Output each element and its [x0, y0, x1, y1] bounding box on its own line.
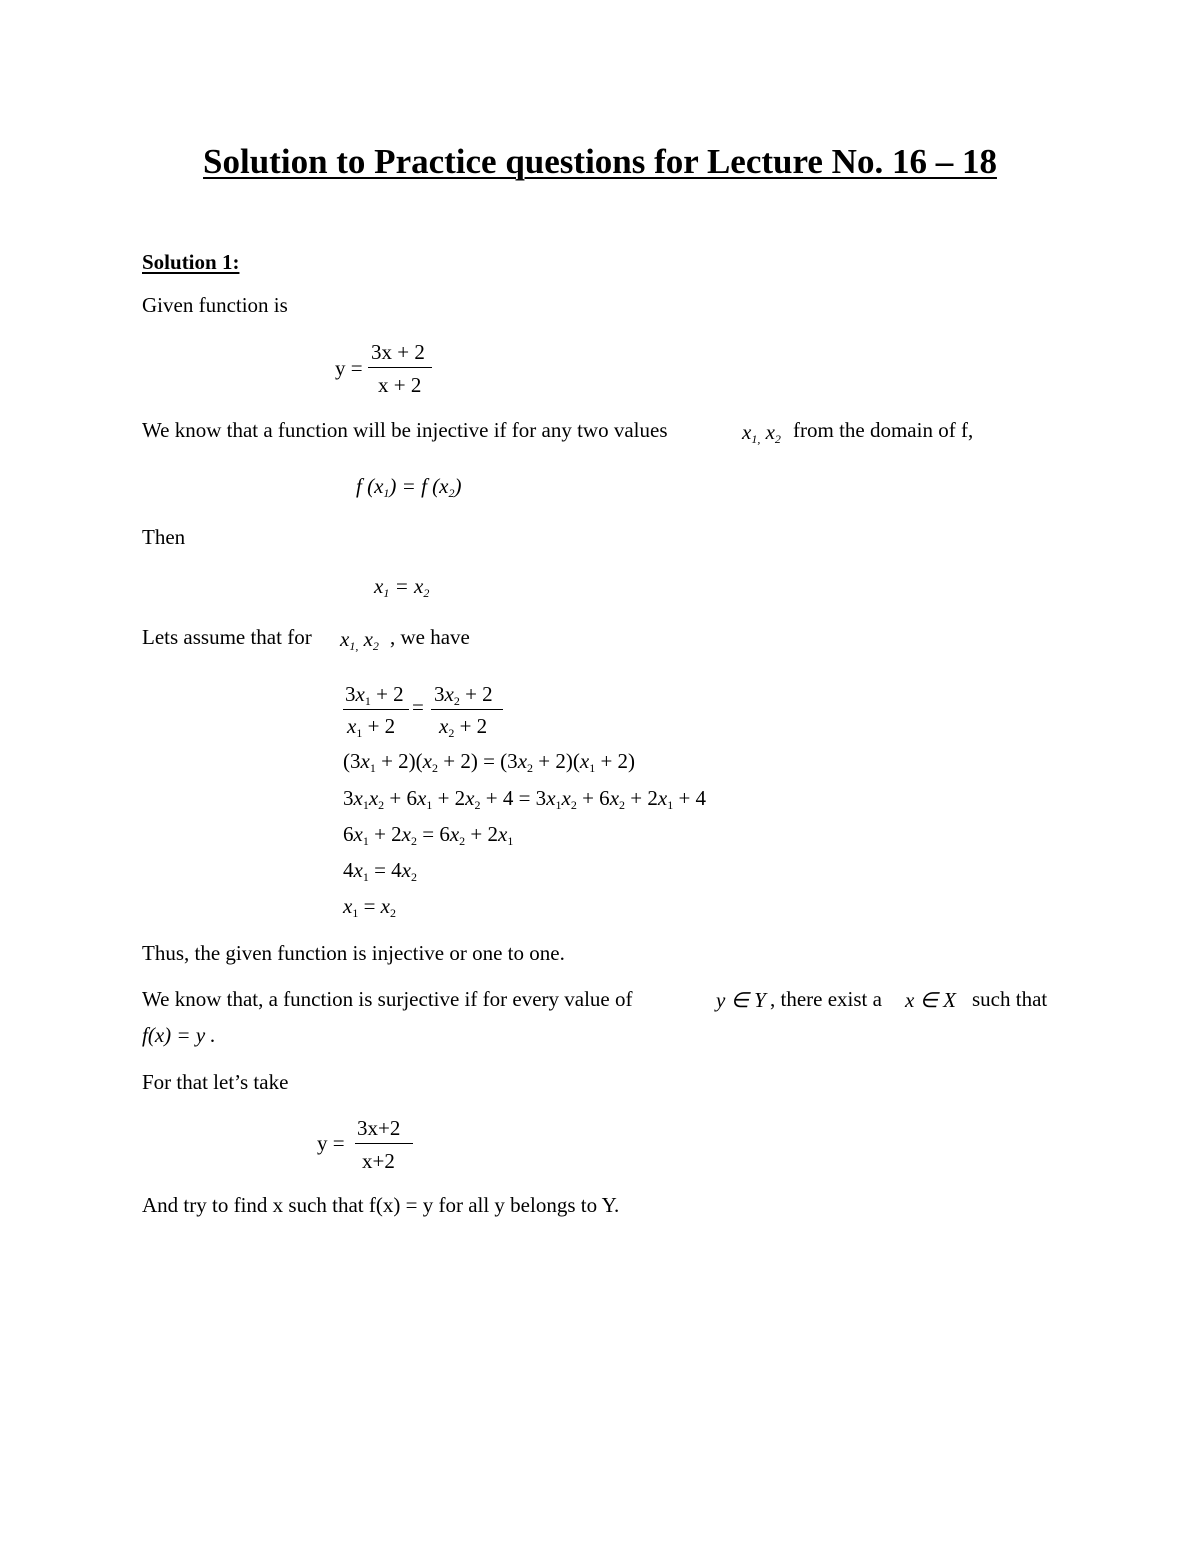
surjective-x-in-X: x ∈ X	[905, 988, 956, 1012]
eq2-lhs: y =	[317, 1131, 345, 1155]
eq1-numerator: 3x + 2	[371, 340, 425, 364]
surjective-fx-equals-y: f(x) = y .	[142, 1023, 216, 1047]
frac-right-denominator: $x_2 + 2$	[439, 714, 488, 740]
fraction-bar	[368, 367, 432, 368]
eq2-numerator: 3x+2	[357, 1116, 401, 1140]
injective-text-a: We know that a function will be injective if for any two values	[142, 418, 668, 442]
surjective-text-b: , there exist a	[770, 987, 882, 1011]
derivation-line-6: $x_1 = x_2$	[343, 894, 396, 920]
injective-vars: $x_{1,}$ $x_2$	[742, 420, 781, 446]
surjective-text-a: We know that, a function is surjective if for every value of	[142, 987, 633, 1011]
eq1-denominator: x + 2	[378, 373, 422, 397]
frac-right-numerator: $3x_2 + 2$	[434, 682, 493, 708]
given-function-text: Given function is	[142, 293, 288, 317]
injective-text-b: from the domain of f,	[793, 418, 974, 442]
fraction-bar	[355, 1143, 413, 1144]
take-text: For that let’s take	[142, 1070, 289, 1094]
derivation-line-3: $3x_1x_2 + 6x_1 + 2x_2 + 4 = 3x_1x_2 + 6x_2 + 2x_1 + 4$	[343, 786, 707, 812]
assume-text-a: Lets assume that for	[142, 625, 312, 649]
derivation-line-5: $4x_1 = 4x_2$	[343, 858, 417, 884]
thus-text: Thus, the given function is injective or one to one.	[142, 941, 565, 965]
eq2-denominator: x+2	[362, 1149, 395, 1173]
eq1-lhs: y =	[335, 356, 363, 380]
assume-vars: $x_{1,}$ $x_2$	[340, 627, 379, 653]
solution-heading: Solution 1:	[142, 250, 240, 274]
eq2-fraction	[355, 1116, 413, 1176]
then-text: Then	[142, 525, 186, 549]
surjective-text-c: such that	[972, 987, 1048, 1011]
eq1-fraction	[368, 340, 432, 400]
frac-left-denominator: $x_1 + 2$	[347, 714, 396, 740]
frac-left-numerator: $3x_1 + 2$	[345, 682, 404, 708]
assume-text-b: , we have	[390, 625, 470, 649]
page-title: Solution to Practice questions for Lecture No. 16 – 18	[203, 142, 997, 181]
derivation-frac-right	[431, 682, 503, 742]
derivation-frac-left	[343, 682, 409, 742]
derivation-line-4: $6x_1 + 2x_2 = 6x_2 + 2x_1$	[343, 822, 514, 848]
fraction-bar	[343, 709, 409, 710]
surjective-y-in-Y: y ∈ Y	[716, 988, 766, 1012]
fraction-bar	[431, 709, 503, 710]
frac-equals: =	[412, 695, 424, 719]
find-text: And try to find x such that f(x) = y for all y belongs to Y.	[142, 1193, 620, 1217]
eq-f-equal: f $(x_1) = f$ $(x_2)$	[356, 474, 462, 500]
derivation-line-2: $(3x_1 + 2)(x_2 + 2) = (3x_2 + 2)(x_1 + 2)$	[343, 749, 636, 775]
eq-x-equal: $x_1 = x_2$	[374, 574, 430, 600]
